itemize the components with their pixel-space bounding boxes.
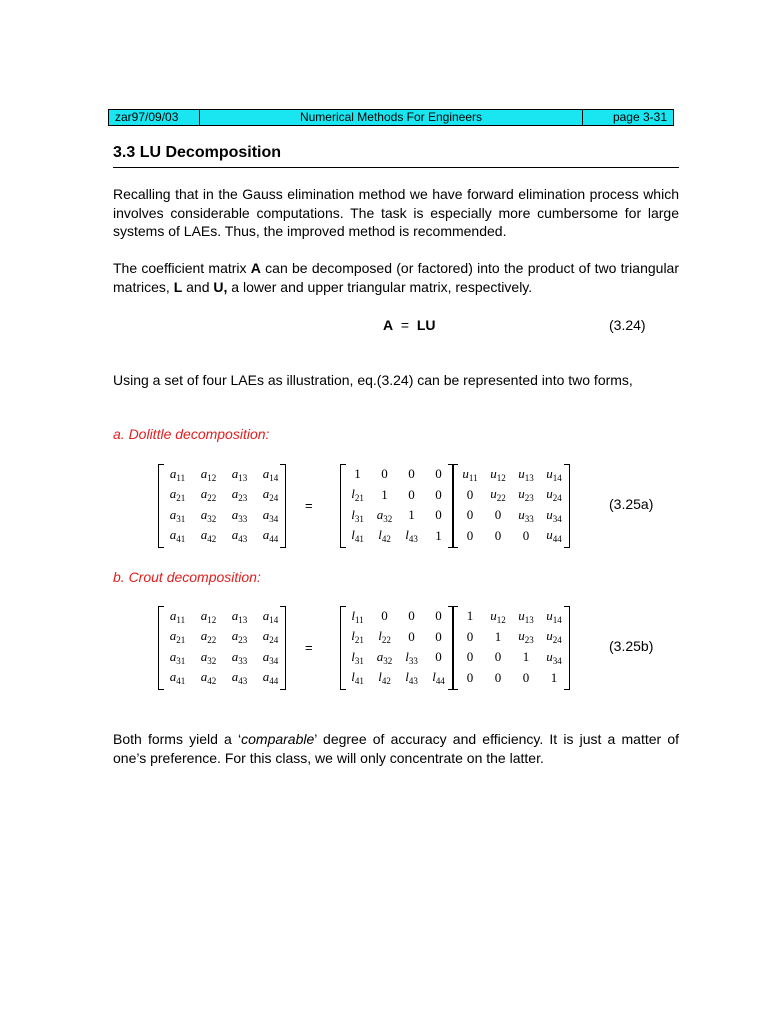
crout-matrix-u [452,606,570,690]
crout-matrix-l [340,606,454,690]
matrix-entry: $u_{24}$ [546,486,562,504]
matrix-entry: $u_{14}$ [546,465,562,483]
matrix-entry: 0 [494,507,502,523]
matrix-entry: 1 [381,486,388,502]
matrix-entry: $u_{22}$ [490,486,506,504]
matrix-entry: $a_{43}$ [231,527,248,545]
matrix-entry: $a_{32}$ [200,506,217,524]
matrix-entry: 0 [522,527,530,543]
matrix-entry: $a_{24}$ [262,486,279,504]
matrix-entry: $a_{31}$ [169,506,186,524]
matrix-entry: 0 [494,649,502,665]
matrix-entry: $u_{34}$ [546,648,562,666]
matrix-entry: $u_{12}$ [490,607,506,625]
matrix-entry: $u_{34}$ [546,506,562,524]
matrix-entry: $l_{22}$ [378,628,391,646]
matrix-entry: $u_{14}$ [546,607,562,625]
matrix-entry: $u_{23}$ [518,486,534,504]
matrix-entry: $a_{11}$ [169,607,186,625]
matrix-entry: $u_{23}$ [518,628,534,646]
matrix-entry: $a_{23}$ [231,628,248,646]
doolittle-equals: = [305,498,313,513]
matrix-entry: $a_{22}$ [200,486,217,504]
matrix-entry: $a_{32}$ [200,648,217,666]
matrix-entry: 0 [408,466,415,482]
paragraph-comparison: Both forms yield a ‘comparable’ degree of accuracy and efficiency. It is just a matter of one’s preference. For this class, we will only concentrate on the latter. [113,731,679,766]
section-title: 3.3 LU Decomposition [113,144,282,161]
matrix-entry: 0 [435,628,442,644]
header-page-number: page 3-31 [612,110,667,124]
crout-equals: = [305,640,313,655]
matrix-entry: 0 [408,608,415,624]
matrix-entry: 0 [435,466,442,482]
matrix-entry: $l_{31}$ [351,648,364,666]
matrix-entry: 1 [408,507,415,523]
matrix-entry: 0 [381,608,388,624]
doolittle-matrix-l [340,464,454,548]
matrix-entry: $a_{11}$ [169,465,186,483]
matrix-entry: $l_{43}$ [405,669,418,687]
matrix-entry: $a_{34}$ [262,648,279,666]
matrix-entry: $a_{14}$ [262,465,279,483]
paragraph-four-laes: Using a set of four LAEs as illustration, eq.(3.24) can be represented into two forms, [113,372,633,388]
matrix-entry: $a_{44}$ [262,669,279,687]
paragraph-coefficient-matrix: The coefficient matrix A can be decomposed (or factored) into the product of two triangular matrices, L and U, a lower and upper triangular matrix, respectively. [113,260,679,295]
matrix-entry: $a_{44}$ [262,527,279,545]
header-course-title: Numerical Methods For Engineers [200,110,583,125]
matrix-entry: $a_{34}$ [262,506,279,524]
equation-number-3-24: (3.24) [609,317,646,333]
matrix-entry: 0 [466,628,474,644]
matrix-entry: $l_{42}$ [378,669,391,687]
matrix-entry: 0 [466,527,474,543]
matrix-entry: $a_{42}$ [200,527,217,545]
crout-matrix-a [158,606,286,690]
matrix-entry: 0 [408,628,415,644]
matrix-entry: $a_{12}$ [200,465,217,483]
matrix-entry: 0 [494,527,502,543]
matrix-entry: $l_{11}$ [351,607,364,625]
matrix-entry: $u_{44}$ [546,527,562,545]
matrix-entry: 0 [435,507,442,523]
matrix-entry: 1 [522,649,530,665]
matrix-entry: $u_{33}$ [518,506,534,524]
matrix-entry: $l_{31}$ [351,506,364,524]
matrix-entry: $l_{21}$ [351,628,364,646]
matrix-entry: 0 [435,649,442,665]
matrix-entry: $a_{14}$ [262,607,279,625]
matrix-entry: $l_{42}$ [378,527,391,545]
matrix-entry: 1 [354,466,361,482]
matrix-entry: 0 [494,669,502,685]
matrix-entry: $a_{22}$ [200,628,217,646]
matrix-entry: $a_{13}$ [231,607,248,625]
matrix-entry: 0 [435,608,442,624]
matrix-entry: $a_{12}$ [200,607,217,625]
matrix-entry: $a_{42}$ [200,669,217,687]
matrix-entry: $a_{41}$ [169,527,186,545]
matrix-entry: 0 [466,669,474,685]
title-rule [113,167,679,168]
equation-number-3-25b: (3.25b) [609,638,654,654]
matrix-entry: $a_{43}$ [231,669,248,687]
matrix-entry: $a_{32}$ [376,506,393,524]
matrix-entry: $l_{41}$ [351,527,364,545]
matrix-entry: $a_{24}$ [262,628,279,646]
page-header [108,109,674,126]
matrix-entry: $a_{23}$ [231,486,248,504]
header-date: zar97/09/03 [109,110,200,125]
matrix-entry: $u_{11}$ [462,465,478,483]
matrix-entry: 0 [435,486,442,502]
crout-heading: b. Crout decomposition: [113,569,261,585]
matrix-entry: $u_{12}$ [490,465,506,483]
matrix-entry: $l_{44}$ [432,669,445,687]
matrix-entry: $a_{21}$ [169,486,186,504]
matrix-entry: $u_{13}$ [518,607,534,625]
equation-number-3-25a: (3.25a) [609,496,654,512]
matrix-entry: $l_{33}$ [405,648,418,666]
matrix-entry: $l_{43}$ [405,527,418,545]
matrix-entry: $u_{24}$ [546,628,562,646]
matrix-entry: 0 [381,466,388,482]
doolittle-heading: a. Dolittle decomposition: [113,426,270,442]
matrix-entry: $a_{13}$ [231,465,248,483]
matrix-entry: 0 [466,507,474,523]
equation-3-24: A = LU [383,317,436,333]
matrix-entry: $a_{33}$ [231,648,248,666]
matrix-entry: $a_{31}$ [169,648,186,666]
matrix-entry: $l_{21}$ [351,486,364,504]
matrix-entry: 1 [494,628,502,644]
doolittle-matrix-u [452,464,570,548]
matrix-entry: $a_{41}$ [169,669,186,687]
matrix-entry: $u_{13}$ [518,465,534,483]
matrix-entry: 1 [435,527,442,543]
doolittle-matrix-a [158,464,286,548]
matrix-entry: 0 [466,649,474,665]
matrix-entry: $a_{21}$ [169,628,186,646]
matrix-entry: 1 [466,608,474,624]
matrix-entry: $a_{32}$ [376,648,393,666]
matrix-entry: $l_{41}$ [351,669,364,687]
matrix-entry: 0 [408,486,415,502]
matrix-entry: 0 [466,486,474,502]
matrix-entry: 0 [522,669,530,685]
matrix-entry: 1 [550,669,558,685]
matrix-entry: $a_{33}$ [231,506,248,524]
paragraph-gauss-intro: Recalling that in the Gauss elimination method we have forward elimination process which involves considerable computations. The task is especially more cumbersome for large systems of LAEs. Thus, the improved method is recommended. [113,186,679,239]
